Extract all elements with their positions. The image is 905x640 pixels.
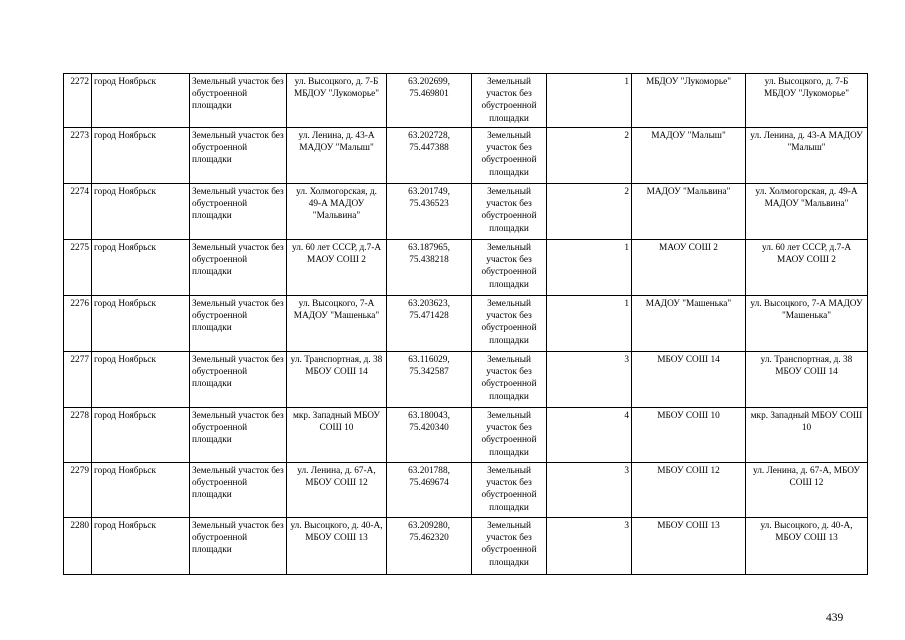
table-row (64, 463, 868, 518)
organization-cell: МБОУ СОШ 14 (632, 352, 746, 408)
site-kind-cell: Земельный участок без обустроенной площадки (472, 518, 547, 575)
organization-cell: МАОУ СОШ 2 (632, 240, 746, 296)
row-number: 2276 (64, 296, 92, 352)
registry-body (64, 74, 868, 575)
organization-cell: МБДОУ "Лукоморье" (632, 74, 746, 128)
organization-address-cell: ул. Высоцкого, д. 7-Б МБДОУ "Лукоморье" (746, 74, 868, 128)
organization-address-cell: ул. Высоцкого, д. 40-А, МБОУ СОШ 13 (746, 518, 868, 575)
row-number: 2278 (64, 408, 92, 463)
count-cell: 1 (547, 74, 632, 128)
coordinates-cell: 63.187965, 75.438218 (387, 240, 472, 296)
city-cell: город Ноябрьск (92, 240, 190, 296)
organization-address-cell: ул. Холмогорская, д. 49-А МАДОУ "Мальвина" (746, 184, 868, 240)
count-cell: 2 (547, 184, 632, 240)
address-cell: ул. Высоцкого, 7-А МАДОУ "Машенька" (287, 296, 387, 352)
coordinates-cell: 63.202699, 75.469801 (387, 74, 472, 128)
site-kind-cell: Земельный участок без обустроенной площадки (472, 128, 547, 184)
organization-address-cell: ул. Ленина, д. 67-А, МБОУ СОШ 12 (746, 463, 868, 518)
table-row (64, 74, 868, 128)
address-cell: ул. Ленина, д. 67-А, МБОУ СОШ 12 (287, 463, 387, 518)
site-kind-cell: Земельный участок без обустроенной площадки (472, 74, 547, 128)
table-row (64, 352, 868, 408)
count-cell: 3 (547, 352, 632, 408)
address-cell: ул. Холмогорская, д. 49-А МАДОУ "Мальвина" (287, 184, 387, 240)
count-cell: 3 (547, 463, 632, 518)
count-cell: 3 (547, 518, 632, 575)
row-number: 2275 (64, 240, 92, 296)
city-cell: город Ноябрьск (92, 296, 190, 352)
table-row (64, 128, 868, 184)
address-cell: ул. Транспортная, д. 38 МБОУ СОШ 14 (287, 352, 387, 408)
coordinates-cell: 63.202728, 75.447388 (387, 128, 472, 184)
city-cell: город Ноябрьск (92, 184, 190, 240)
site-type-cell: Земельный участок без обустроенной площадки (190, 408, 287, 463)
registry-table (63, 73, 868, 575)
count-cell: 4 (547, 408, 632, 463)
site-type-cell: Земельный участок без обустроенной площадки (190, 74, 287, 128)
count-cell: 1 (547, 240, 632, 296)
site-kind-cell: Земельный участок без обустроенной площадки (472, 240, 547, 296)
organization-address-cell: ул. Транспортная, д. 38 МБОУ СОШ 14 (746, 352, 868, 408)
organization-cell: МБОУ СОШ 12 (632, 463, 746, 518)
row-number: 2274 (64, 184, 92, 240)
organization-address-cell: ул. Ленина, д. 43-А МАДОУ "Малыш" (746, 128, 868, 184)
row-number: 2272 (64, 74, 92, 128)
city-cell: город Ноябрьск (92, 352, 190, 408)
site-kind-cell: Земельный участок без обустроенной площадки (472, 184, 547, 240)
site-kind-cell: Земельный участок без обустроенной площадки (472, 352, 547, 408)
site-kind-cell: Земельный участок без обустроенной площадки (472, 408, 547, 463)
table-row (64, 296, 868, 352)
table-row (64, 408, 868, 463)
coordinates-cell: 63.201788, 75.469674 (387, 463, 472, 518)
organization-address-cell: ул. Высоцкого, 7-А МАДОУ "Машенька" (746, 296, 868, 352)
site-type-cell: Земельный участок без обустроенной площадки (190, 128, 287, 184)
organization-cell: МАДОУ "Машенька" (632, 296, 746, 352)
organization-cell: МБОУ СОШ 10 (632, 408, 746, 463)
coordinates-cell: 63.116029, 75.342587 (387, 352, 472, 408)
organization-cell: МБОУ СОШ 13 (632, 518, 746, 575)
city-cell: город Ноябрьск (92, 463, 190, 518)
coordinates-cell: 63.180043, 75.420340 (387, 408, 472, 463)
row-number: 2280 (64, 518, 92, 575)
address-cell: ул. Высоцкого, д. 40-А, МБОУ СОШ 13 (287, 518, 387, 575)
site-type-cell: Земельный участок без обустроенной площадки (190, 352, 287, 408)
site-kind-cell: Земельный участок без обустроенной площадки (472, 296, 547, 352)
site-type-cell: Земельный участок без обустроенной площадки (190, 184, 287, 240)
table-row (64, 184, 868, 240)
row-number: 2273 (64, 128, 92, 184)
organization-cell: МАДОУ "Мальвина" (632, 184, 746, 240)
site-type-cell: Земельный участок без обустроенной площадки (190, 463, 287, 518)
count-cell: 1 (547, 296, 632, 352)
site-type-cell: Земельный участок без обустроенной площадки (190, 296, 287, 352)
table-row (64, 518, 868, 575)
site-kind-cell: Земельный участок без обустроенной площадки (472, 463, 547, 518)
page-number: 439 (826, 612, 844, 624)
site-type-cell: Земельный участок без обустроенной площадки (190, 518, 287, 575)
address-cell: ул. Высоцкого, д. 7-Б МБДОУ "Лукоморье" (287, 74, 387, 128)
table-row (64, 240, 868, 296)
coordinates-cell: 63.209280, 75.462320 (387, 518, 472, 575)
row-number: 2279 (64, 463, 92, 518)
coordinates-cell: 63.201749, 75.436523 (387, 184, 472, 240)
site-type-cell: Земельный участок без обустроенной площадки (190, 240, 287, 296)
address-cell: ул. 60 лет СССР, д.7-А МАОУ СОШ 2 (287, 240, 387, 296)
organization-address-cell: мкр. Западный МБОУ СОШ 10 (746, 408, 868, 463)
city-cell: город Ноябрьск (92, 518, 190, 575)
city-cell: город Ноябрьск (92, 128, 190, 184)
row-number: 2277 (64, 352, 92, 408)
organization-cell: МАДОУ "Малыш" (632, 128, 746, 184)
city-cell: город Ноябрьск (92, 408, 190, 463)
city-cell: город Ноябрьск (92, 74, 190, 128)
organization-address-cell: ул. 60 лет СССР, д.7-А МАОУ СОШ 2 (746, 240, 868, 296)
count-cell: 2 (547, 128, 632, 184)
address-cell: ул. Ленина, д. 43-А МАДОУ "Малыш" (287, 128, 387, 184)
coordinates-cell: 63.203623, 75.471428 (387, 296, 472, 352)
address-cell: мкр. Западный МБОУ СОШ 10 (287, 408, 387, 463)
